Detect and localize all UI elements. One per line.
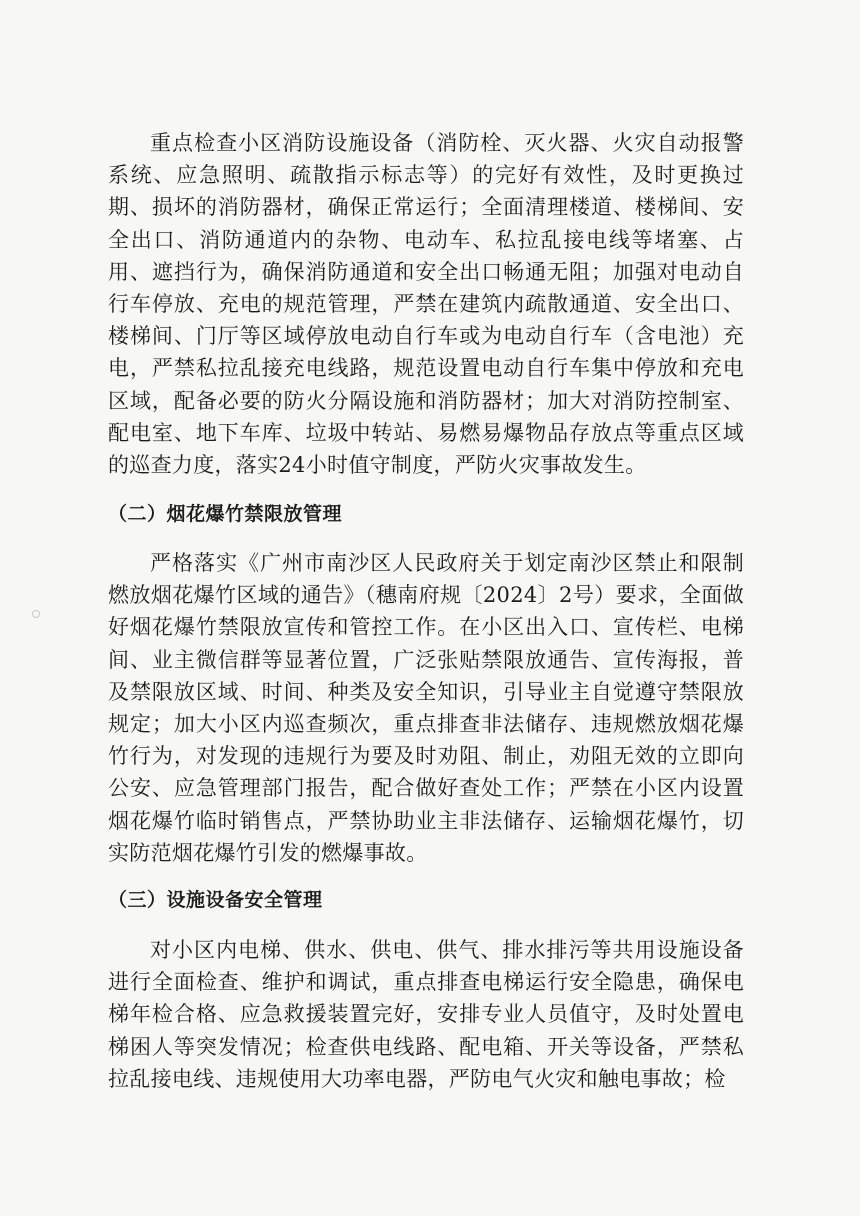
body-paragraph-fire-safety: 重点检查小区消防设施设备（消防栓、灭火器、火灾自动报警系统、应急照明、疏散指示标志等）的完好有效性，及时更换过期、损坏的消防器材，确保正常运行；全面清理楼道、楼梯间、安全出口、消防通道内的杂物、电动车、私拉乱接电线等堵塞、占用、遮挡行为，确保消防通道和安全出口畅通无阻；加强对电动自行车停放、充电的规范管理，严禁在建筑内疏散通道、安全出口、楼梯间、门厅等区域停放电动自行车或为电动自行车（含电池）充电，严禁私拉乱接充电线路，规范设置电动自行车集中停放和充电区域，配备必要的防火分隔设施和消防器材；加大对消防控制室、配电室、地下车库、垃圾中转站、易燃易爆物品存放点等重点区域的巡查力度，落实24小时值守制度，严防火灾事故发生。 [108, 131, 744, 478]
section-heading-fireworks: （二）烟花爆竹禁限放管理 [108, 503, 343, 525]
section-heading-facilities: （三）设施设备安全管理 [108, 889, 323, 911]
body-paragraph-facilities: 对小区内电梯、供水、供电、供气、排水排污等共用设施设备进行全面检查、维护和调试，重点排查电梯运行安全隐患，确保电梯年检合格、应急救援装置完好，安排专业人员值守，及时处置电梯困人等突发情况；检查供电线路、配电箱、开关等设备，严禁私拉乱接电线、违规使用大功率电器，严防电气火灾和触电事故；检 [108, 938, 744, 1091]
body-paragraph-fireworks: 严格落实《广州市南沙区人民政府关于划定南沙区禁止和限制燃放烟花爆竹区域的通告》（穗南府规〔2024〕2号）要求，全面做好烟花爆竹禁限放宣传和管控工作。在小区出入口、宣传栏、电梯间、业主微信群等显著位置，广泛张贴禁限放通告、宣传海报，普及禁限放区域、时间、种类及安全知识，引导业主自觉遵守禁限放规定；加大小区内巡查频次，重点排查非法储存、违规燃放烟花爆竹行为，对发现的违规行为要及时劝阻、制止，劝阻无效的立即向公安、应急管理部门报告，配合做好查处工作；严禁在小区内设置烟花爆竹临时销售点，严禁协助业主非法储存、运输烟花爆竹，切实防范烟花爆竹引发的燃爆事故。 [108, 551, 744, 865]
binder-hole-mark [32, 610, 40, 618]
